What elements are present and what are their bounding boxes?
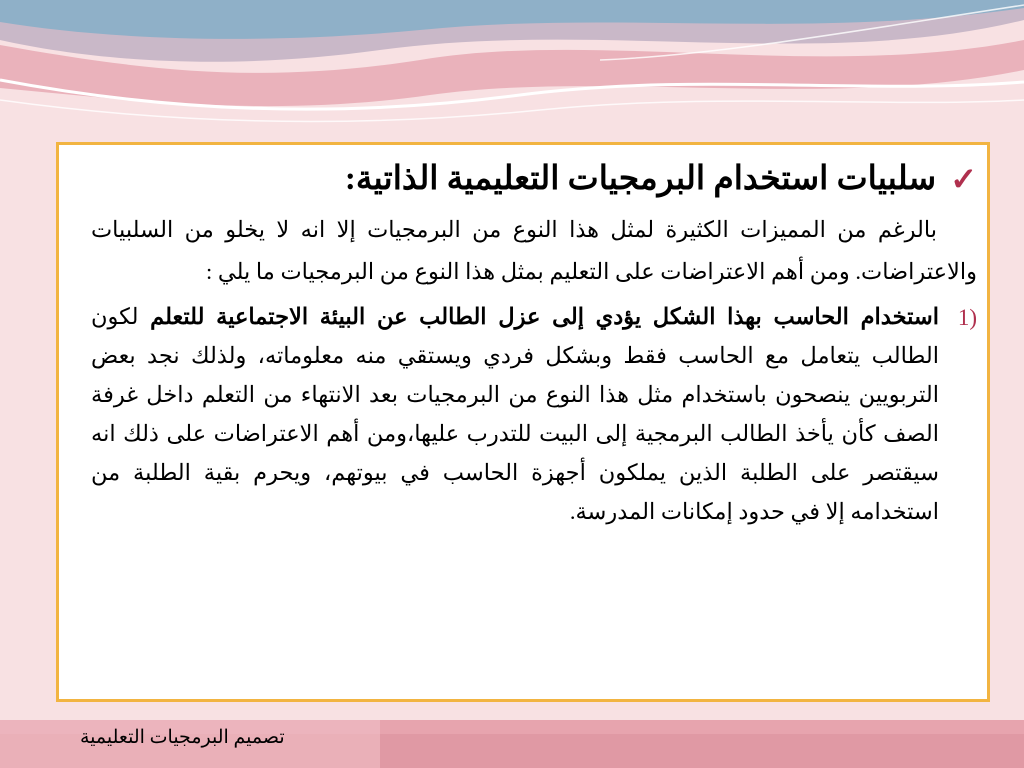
check-icon: ✓ [950,161,977,197]
list-item-number: (1 [957,305,977,330]
list-item-text: لكون الطالب يتعامل مع الحاسب فقط وبشكل فردي ويستقي منه معلوماته، ولذلك نجد بعض التربويين ينصحون باستخدام مثل هذا النوع من البرمجيات بعد الانتهاء من التعلم داخل غرفة الصف كأن يأخذ الطالب البرمجية إلى البيت للتدرب عليها،ومن أهم الاعتراضات على ذلك انه سيقتصر على الطلبة الذين يملكون أجهزة الحاسب في بيوتهم، ويحرم بقية الطلبة من استخدامه إلا في حدود إمكانات المدرسة. [91,304,939,524]
content-box [56,142,990,702]
list-item [91,297,977,531]
list-item-body [91,297,939,531]
slide-heading [91,153,977,205]
list-item-bold-text: استخدام الحاسب بهذا الشكل يؤدي إلى عزل الطالب عن البيئة الاجتماعية للتعلم [150,304,939,329]
top-wave-decoration [0,0,1024,140]
intro-paragraph: بالرغم من المميزات الكثيرة لمثل هذا النوع من البرمجيات إلا انه لا يخلو من السلبيات والاعتراضات. ومن أهم الاعتراضات على التعليم بمثل هذا النوع من البرمجيات ما يلي : [91,217,977,284]
footer-title: تصميم البرمجيات التعليمية [80,727,285,748]
heading-text: سلبيات استخدام البرمجيات التعليمية الذاتية: [344,161,937,197]
